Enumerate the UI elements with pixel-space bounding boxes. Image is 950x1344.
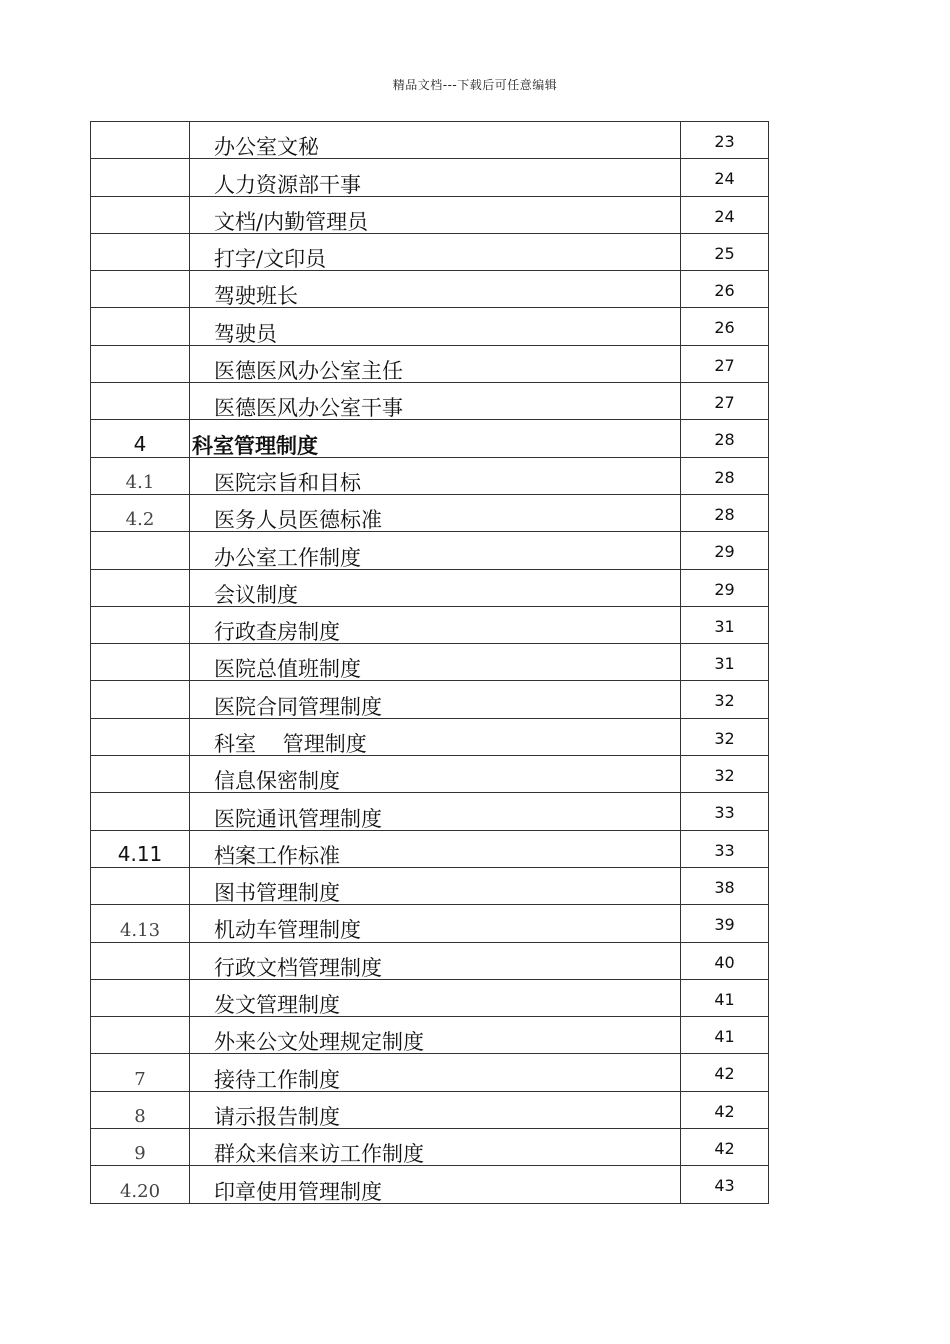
toc-row (91, 532, 769, 569)
toc-table (90, 121, 769, 1204)
toc-entry-title: 办公室工作制度 (190, 532, 681, 569)
toc-entry-title: 科室管理制度 (190, 420, 681, 457)
toc-entry-title: 外来公文处理规定制度 (190, 1017, 681, 1054)
toc-row (91, 830, 769, 867)
toc-row (91, 942, 769, 979)
toc-section-number (91, 122, 190, 159)
toc-row (91, 159, 769, 196)
toc-page-number: 33 (681, 793, 769, 830)
toc-entry-title: 医院总值班制度 (190, 644, 681, 681)
toc-page-number: 28 (681, 494, 769, 531)
toc-section-number: 4 (91, 420, 190, 457)
toc-body (91, 122, 769, 1204)
toc-section-number (91, 345, 190, 382)
toc-section-number: 4.13 (91, 905, 190, 942)
toc-entry-title: 医院通讯管理制度 (190, 793, 681, 830)
toc-entry-title: 科室 管理制度 (190, 718, 681, 755)
toc-section-number (91, 793, 190, 830)
toc-entry-title: 印章使用管理制度 (190, 1166, 681, 1203)
toc-section-number: 8 (91, 1091, 190, 1128)
toc-page-number: 26 (681, 308, 769, 345)
toc-row (91, 1017, 769, 1054)
toc-page-number: 32 (681, 681, 769, 718)
page-header: 精品文档---下载后可任意编辑 (392, 78, 558, 92)
toc-entry-title: 行政查房制度 (190, 606, 681, 643)
toc-entry-title: 医院宗旨和目标 (190, 457, 681, 494)
toc-page-number: 26 (681, 271, 769, 308)
toc-page-number: 28 (681, 420, 769, 457)
toc-row (91, 1129, 769, 1166)
toc-row (91, 494, 769, 531)
toc-entry-title: 人力资源部干事 (190, 159, 681, 196)
toc-section-number (91, 196, 190, 233)
toc-entry-title: 档案工作标准 (190, 830, 681, 867)
toc-entry-title: 图书管理制度 (190, 867, 681, 904)
toc-page-number: 40 (681, 942, 769, 979)
toc-page-number: 32 (681, 718, 769, 755)
toc-page-number: 24 (681, 159, 769, 196)
toc-row (91, 420, 769, 457)
toc-section-number (91, 867, 190, 904)
toc-entry-title: 信息保密制度 (190, 756, 681, 793)
toc-page-number: 23 (681, 122, 769, 159)
toc-page-number: 41 (681, 979, 769, 1016)
toc-row (91, 271, 769, 308)
toc-row (91, 644, 769, 681)
toc-page-number: 29 (681, 532, 769, 569)
toc-entry-title: 办公室文秘 (190, 122, 681, 159)
toc-page-number: 41 (681, 1017, 769, 1054)
toc-page-number: 29 (681, 569, 769, 606)
toc-entry-title: 接待工作制度 (190, 1054, 681, 1091)
toc-entry-title: 医德医风办公室主任 (190, 345, 681, 382)
toc-section-number (91, 308, 190, 345)
toc-section-number (91, 942, 190, 979)
toc-entry-title: 会议制度 (190, 569, 681, 606)
toc-row (91, 345, 769, 382)
toc-section-number (91, 979, 190, 1016)
toc-entry-title: 驾驶班长 (190, 271, 681, 308)
toc-page-number: 38 (681, 867, 769, 904)
toc-section-number: 4.11 (91, 830, 190, 867)
toc-page-number: 39 (681, 905, 769, 942)
toc-row (91, 718, 769, 755)
toc-section-number (91, 1017, 190, 1054)
toc-section-number (91, 606, 190, 643)
toc-row (91, 867, 769, 904)
toc-section-number (91, 383, 190, 420)
toc-row (91, 569, 769, 606)
toc-row (91, 457, 769, 494)
toc-row (91, 233, 769, 270)
toc-page-number: 28 (681, 457, 769, 494)
toc-row (91, 979, 769, 1016)
toc-entry-title: 行政文档管理制度 (190, 942, 681, 979)
toc-page-number: 24 (681, 196, 769, 233)
toc-row (91, 308, 769, 345)
toc-section-number: 9 (91, 1129, 190, 1166)
toc-row (91, 122, 769, 159)
toc-entry-title: 群众来信来访工作制度 (190, 1129, 681, 1166)
toc-row (91, 606, 769, 643)
toc-section-number (91, 644, 190, 681)
toc-entry-title: 驾驶员 (190, 308, 681, 345)
toc-page-number: 43 (681, 1166, 769, 1203)
toc-entry-title: 机动车管理制度 (190, 905, 681, 942)
toc-entry-title: 医院合同管理制度 (190, 681, 681, 718)
toc-page-number: 27 (681, 345, 769, 382)
toc-section-number: 4.1 (91, 457, 190, 494)
toc-row (91, 1054, 769, 1091)
toc-section-number (91, 681, 190, 718)
toc-section-number (91, 569, 190, 606)
toc-section-number: 4.20 (91, 1166, 190, 1203)
toc-page-number: 31 (681, 606, 769, 643)
toc-page-number: 32 (681, 756, 769, 793)
toc-row (91, 756, 769, 793)
toc-page-number: 42 (681, 1129, 769, 1166)
toc-row (91, 1091, 769, 1128)
toc-section-number (91, 532, 190, 569)
toc-entry-title: 发文管理制度 (190, 979, 681, 1016)
toc-page-number: 33 (681, 830, 769, 867)
toc-row (91, 793, 769, 830)
toc-page-number: 27 (681, 383, 769, 420)
toc-entry-title: 医德医风办公室干事 (190, 383, 681, 420)
toc-section-number (91, 233, 190, 270)
toc-section-number (91, 271, 190, 308)
toc-row (91, 196, 769, 233)
toc-entry-title: 文档/内勤管理员 (190, 196, 681, 233)
toc-section-number (91, 718, 190, 755)
toc-section-number (91, 159, 190, 196)
toc-section-number (91, 756, 190, 793)
toc-row (91, 383, 769, 420)
toc-row (91, 905, 769, 942)
toc-page-number: 42 (681, 1054, 769, 1091)
toc-section-number: 7 (91, 1054, 190, 1091)
toc-page-number: 25 (681, 233, 769, 270)
toc-page-number: 31 (681, 644, 769, 681)
toc-page-number: 42 (681, 1091, 769, 1128)
toc-entry-title: 请示报告制度 (190, 1091, 681, 1128)
toc-row (91, 681, 769, 718)
toc-entry-title: 打字/文印员 (190, 233, 681, 270)
toc-row (91, 1166, 769, 1203)
toc-section-number: 4.2 (91, 494, 190, 531)
toc-entry-title: 医务人员医德标准 (190, 494, 681, 531)
